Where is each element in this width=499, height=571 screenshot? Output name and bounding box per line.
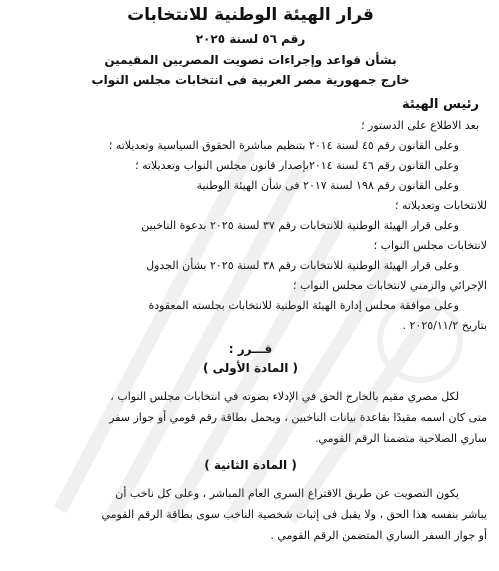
article-body	[14, 483, 487, 546]
preamble-item	[14, 216, 487, 256]
preamble-line-continued: لانتخابات مجلس النواب ؛	[373, 239, 487, 252]
article-title: ( المادة الأولى )	[202, 361, 299, 375]
article-1	[14, 358, 487, 449]
preamble-item	[14, 136, 459, 156]
preamble-line: وعلى موافقة مجلس إدارة الهيئة الوطنية للانتخابات بجلسته المعقودة	[148, 299, 459, 312]
preamble-item	[14, 296, 487, 336]
article-line: يباشر بنفسه هذا الحق ، ولا يقبل فى إثبات شخصية الناخب سوى بطاقة الرقم القومي	[101, 508, 487, 521]
decree-subject-line-2: خارج جمهورية مصر العربية فى انتخابات مجلس النواب	[91, 73, 410, 87]
article-title: ( المادة الثانية )	[204, 458, 297, 472]
decree-word: قـــرر :	[228, 342, 273, 356]
preamble	[14, 116, 487, 336]
preamble-line: وعلى قرار الهيئة الوطنية للانتخابات رقم ٣٧ لسنة ٢٠٢٥ بدعوة الناخبين	[141, 219, 459, 232]
article-line: لكل مصري مقيم بالخارج الحق في الإدلاء بصوته في انتخابات مجلس النواب ،	[110, 390, 459, 403]
preamble-item	[14, 256, 487, 296]
preamble-item	[14, 176, 487, 216]
preamble-item	[14, 116, 479, 136]
preamble-line: وعلى القانون رقم ١٩٨ لسنة ٢٠١٧ فى شأن الهيئة الوطنية	[196, 179, 459, 192]
preamble-line: وعلى القانون رقم ٤٦ لسنة ٢٠١٤بإصدار قانون مجلس النواب وتعديلاته ؛	[135, 159, 459, 172]
article-line: أو جواز السفر الساري المتضمن الرقم القومي .	[270, 529, 487, 542]
preamble-item	[14, 156, 459, 176]
article-line: متى كان اسمه مقيدًا بقاعدة بيانات الناخبين ، ويحمل بطاقة رقم قومي أو جواز سفر	[109, 411, 487, 424]
preamble-line-continued: للانتخابات وتعديلاته ؛	[394, 199, 487, 212]
issuer-heading: رئيس الهيئة	[402, 97, 479, 112]
preamble-line: وعلى قرار الهيئة الوطنية للانتخابات رقم ٣٨ لسنة ٢٠٢٥ بشأن الجدول	[146, 259, 459, 272]
article-2	[14, 455, 487, 546]
article-body	[14, 386, 487, 449]
preamble-line: بعد الاطلاع على الدستور ؛	[361, 119, 479, 132]
decree-number: رقم ٥٦ لسنة ٢٠٢٥	[195, 32, 306, 46]
article-line: يكون التصويت عن طريق الاقتراع السرى العام المباشر ، وعلى كل ناخب أن	[115, 487, 459, 500]
preamble-line: وعلى القانون رقم ٤٥ لسنة ٢٠١٤ بتنظيم مباشرة الحقوق السياسية وتعديلاته ؛	[108, 139, 459, 152]
article-line: ساري الصلاحية متضمنا الرقم القومي.	[314, 432, 487, 445]
preamble-line-continued: الإجرائي والزمني لانتخابات مجلس النواب ؛	[293, 279, 487, 292]
decree-title: قرار الهيئة الوطنية للانتخابات	[127, 5, 374, 25]
preamble-line-continued: بتاريخ ٢٠٢٥/١١/٢ .	[402, 319, 487, 332]
decree-subject-line-1: بشأن قواعد وإجراءات تصويت المصريين المقيمين	[104, 53, 397, 67]
